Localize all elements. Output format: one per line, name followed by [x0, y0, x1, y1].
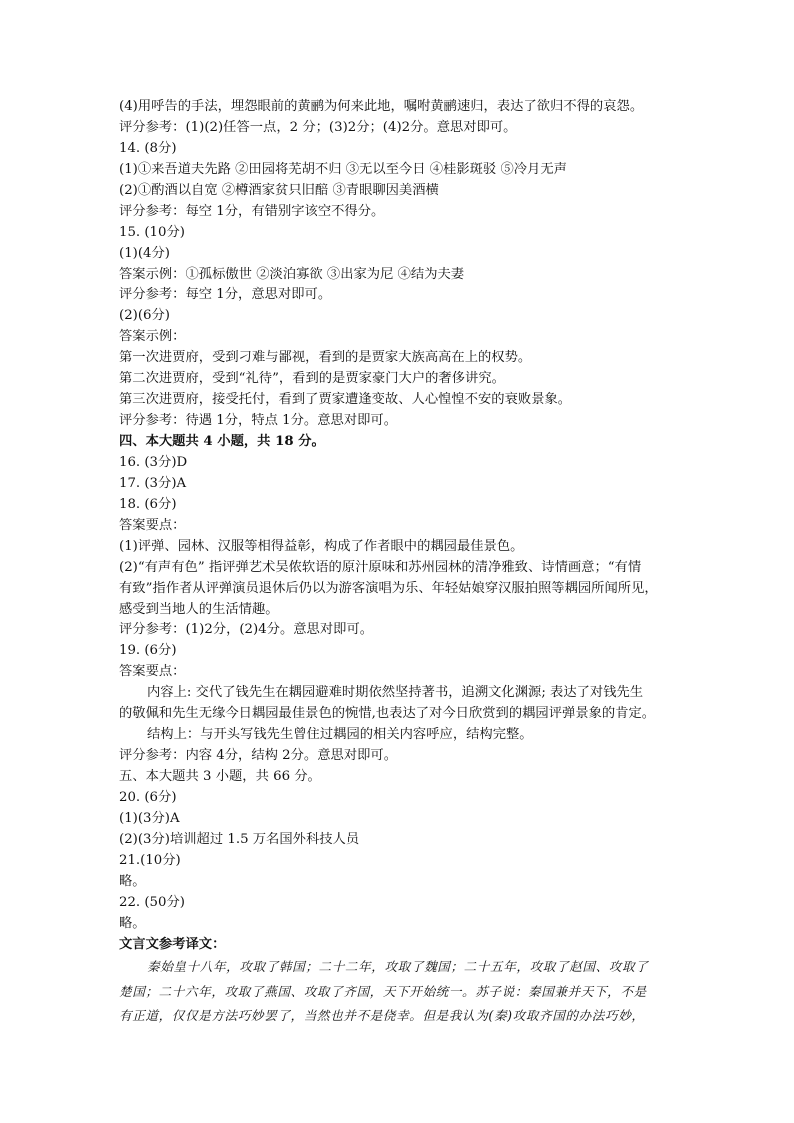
- text-line: 答案要点：: [119, 664, 186, 680]
- text-line: 略。: [119, 873, 146, 889]
- text-line: (2)“有声有色” 指评弹艺术吴侬软语的原汁原味和苏州园林的清净雅致、诗情画意；“有情: [119, 559, 642, 575]
- text-line: 评分参考：每空 1分，有错别字该空不得分。: [119, 203, 385, 219]
- text-line: 21.(10分): [119, 852, 181, 868]
- text-line: 评分参考：内容 4分，结构 2分。意思对即可。: [119, 748, 398, 764]
- text-line: (4)用呼告的手法，埋怨眼前的黄鹂为何来此地，嘱咐黄鹂速归，表达了欲归不得的哀怨。: [119, 99, 644, 114]
- text-line: 17. (3分)A: [119, 475, 187, 491]
- text-line: 五、本大题共 3 小题，共 66 分。: [119, 769, 321, 784]
- text-line: 16. (3分)D: [119, 454, 188, 470]
- text-line: 感受到当地人的生活情趣。: [119, 601, 279, 617]
- text-line: 22. (50分): [119, 894, 185, 910]
- text-line: 18. (6分): [119, 496, 177, 512]
- text-line: 第三次进贾府，接受托付，看到了贾家遭逢变故、人心惶惶不安的衰败景象。: [119, 392, 572, 408]
- text-line: 答案示例：: [119, 329, 186, 345]
- text-line: (1)(3分)A: [119, 810, 180, 826]
- text-line: 评分参考：(1)(2)任答一点，2 分；(3)2分；(4)2分。意思对即可。: [119, 119, 517, 135]
- text-line: 第一次进贾府，受到刁难与鄙视，看到的是贾家大族高高在上的权势。: [119, 350, 532, 366]
- text-line: 评分参考：每空 1分，意思对即可。: [119, 287, 332, 303]
- text-line: 14. (8分): [119, 140, 177, 156]
- text-line: (2)①酌酒以自宽 ②樽酒家贫只旧醅 ③青眼聊因美酒横: [119, 182, 439, 198]
- text-line: 评分参考：待遇 1分，特点 1分。意思对即可。: [119, 413, 398, 429]
- text-line: 结构上：与开头写钱先生曾住过耦园的相关内容呼应，结构完整。: [147, 727, 533, 743]
- text-line: 秦始皇十八年，攻取了韩国；二十二年，攻取了魏国；二十五年，攻取了赵国、攻取了: [147, 959, 649, 975]
- text-line: 20. (6分): [119, 789, 177, 805]
- answer-key-page: [119, 97, 699, 1029]
- text-line: (1)评弹、园林、汉服等相得益彰，构成了作者眼中的耦园最佳景色。: [119, 538, 524, 554]
- text-line: 楚国；二十六年，攻取了燕国、攻取了齐国，天下开始统一。苏子说：秦国兼并天下，不是: [119, 983, 647, 999]
- text-line: (2)(3分)培训超过 1.5 万名国外科技人员: [119, 831, 360, 847]
- text-line: 略。: [119, 915, 146, 931]
- text-line: 四、本大题共 4 小题，共 18 分。: [119, 434, 325, 449]
- text-line: 有正道，仅仅是方法巧妙罢了，当然也并不是侥幸。但是我认为(秦)攻取齐国的办法巧妙，: [119, 1008, 645, 1024]
- text-line: 19. (6分): [119, 643, 177, 659]
- text-line: 的敬佩和先生无缘今日耦园最佳景色的惋惜,也表达了对今日欣赏到的耦园评弹景象的肯定。: [119, 706, 656, 722]
- text-line: 答案示例：①孤标傲世 ②淡泊寡欲 ③出家为尼 ④结为夫妻: [119, 266, 465, 282]
- text-line: (1)(4分): [119, 245, 170, 261]
- text-line: 内容上: 交代了钱先生在耦园避难时期依然坚持著书，追溯文化渊源; 表达了对钱先生: [147, 685, 644, 701]
- text-line: 评分参考：(1)2分，(2)4分。意思对即可。: [119, 622, 374, 638]
- text-line: (1)①来吾道夫先路 ②田园将芜胡不归 ③无以至今日 ④桂影斑驳 ⑤冷月无声: [119, 161, 567, 177]
- text-line: 第二次进贾府，受到“礼待”，看到的是贾家豪门大户的奢侈讲究。: [119, 371, 505, 387]
- text-line: (2)(6分): [119, 308, 170, 324]
- text-line: 有致”指作者从评弹演员退休后仍以为游客演唱为乐、年轻姑娘穿汉服拍照等耦园所闻所见，: [119, 580, 658, 596]
- text-line: 答案要点：: [119, 517, 186, 533]
- text-line: 15. (10分): [119, 224, 185, 240]
- text-line: 文言文参考译文：: [119, 936, 226, 952]
